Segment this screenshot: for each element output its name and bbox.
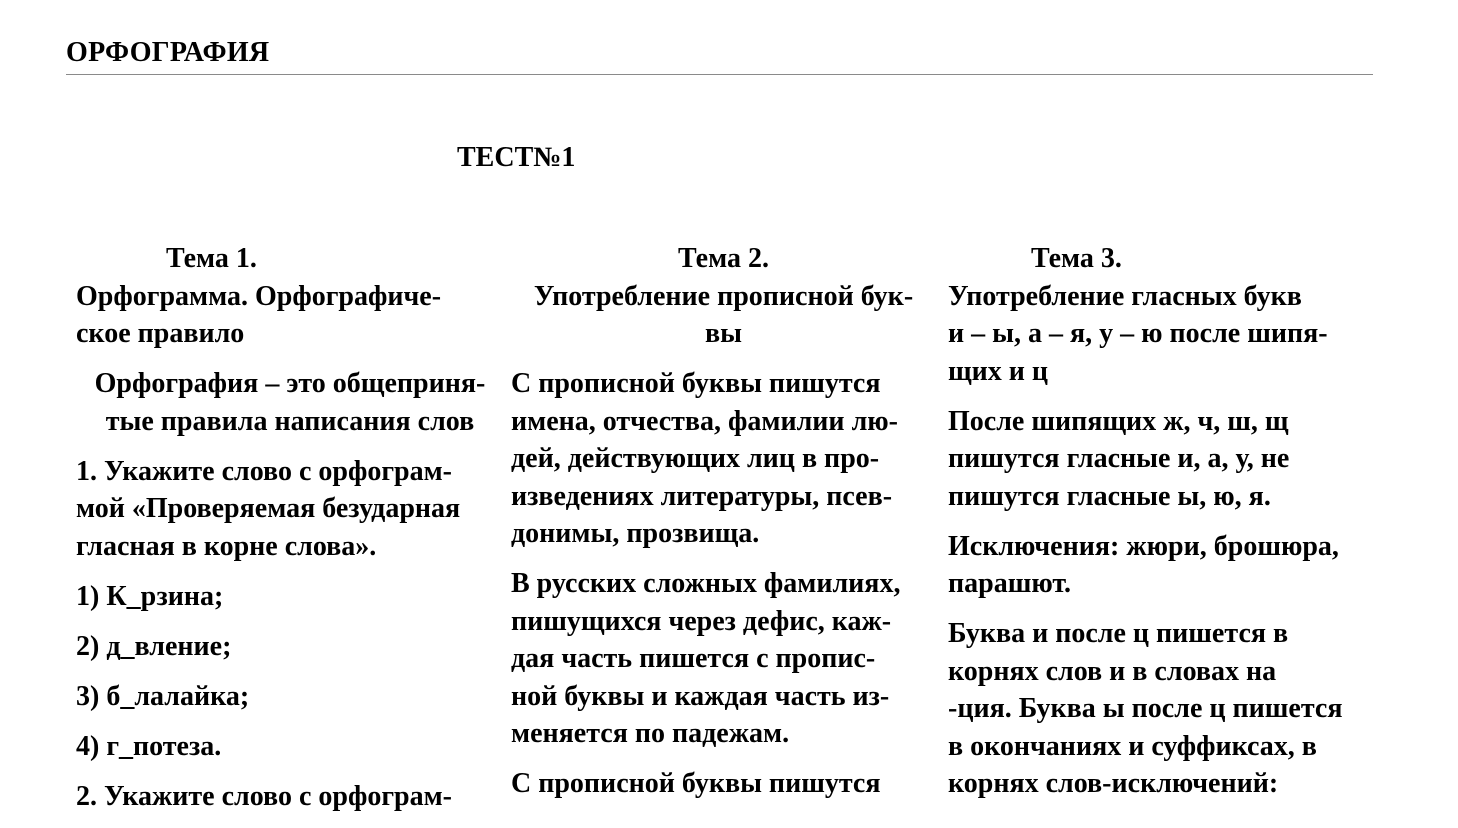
- rule-paragraph: [511, 565, 936, 753]
- text-line: парашют.: [948, 568, 1072, 599]
- text-line: -ция. Буква ы после ц пишется: [948, 693, 1343, 724]
- question-paragraph: [76, 778, 501, 816]
- answer-option: [76, 578, 501, 616]
- text-line: донимы, прозвища.: [511, 518, 760, 549]
- rule-paragraph: [948, 528, 1378, 603]
- question-paragraph: [76, 453, 501, 566]
- rule-paragraph: [948, 615, 1378, 803]
- text-line: В русских сложных фамилиях,: [511, 568, 901, 599]
- text-line: корнях слов и в словах на: [948, 655, 1277, 687]
- text-line: тые правила написания слов: [105, 405, 475, 437]
- text-line: 2) д_вление;: [76, 630, 232, 662]
- rule-paragraph: [511, 365, 936, 553]
- text-line: ной буквы и каждая часть из-: [511, 680, 890, 712]
- text-line: гласная в корне слова».: [76, 530, 377, 562]
- text-line: имена, отчества, фамилии лю-: [511, 405, 898, 437]
- text-line: С прописной буквы пишутся: [511, 768, 881, 799]
- text-line: С прописной буквы пишутся: [511, 368, 881, 399]
- text-line: 4) г_потеза.: [76, 730, 222, 762]
- text-line: меняется по падежам.: [511, 718, 790, 749]
- answer-option: [76, 628, 501, 666]
- theme-name-line: Употребление гласных букв: [948, 280, 1302, 312]
- text-line: в окончаниях и суффиксах, в: [948, 730, 1317, 762]
- theme-heading: Тема 2.: [678, 243, 769, 274]
- theme-name-line: Употребление прописной бук-: [533, 280, 914, 312]
- text-line: Орфография – это общеприня-: [94, 368, 486, 399]
- theme-name-line: и – ы, а – я, у – ю после шипя-: [948, 318, 1328, 349]
- running-head: ОРФОГРАФИЯ: [66, 37, 270, 68]
- text-line: 3) б_лалайка;: [76, 680, 250, 712]
- theme-name-line: щих и ц: [948, 355, 1049, 387]
- theme-name: [948, 278, 1378, 391]
- rule-paragraph: [948, 403, 1378, 516]
- text-line: мой «Проверяемая безударная: [76, 493, 461, 524]
- theme-name: [511, 278, 936, 353]
- text-line: Исключения: жюри, брошюра,: [948, 530, 1339, 562]
- column-theme-3: [948, 240, 1378, 815]
- text-line: После шипящих ж, ч, ш, щ: [948, 405, 1289, 437]
- test-title: ТЕСТ№1: [457, 142, 576, 173]
- theme-name-line: ское правило: [76, 318, 245, 349]
- theme-heading: Тема 3.: [1031, 243, 1122, 274]
- text-line: дая часть пишется с пропис-: [511, 643, 876, 674]
- text-line: изведениях литературы, псев-: [511, 480, 893, 512]
- column-theme-1: [76, 240, 501, 828]
- rule-paragraph: [511, 765, 936, 803]
- text-line: 1) К_рзина;: [76, 580, 224, 612]
- text-line: корнях слов-исключений:: [948, 768, 1279, 799]
- text-line: пишутся гласные ы, ю, я.: [948, 480, 1271, 512]
- text-line: дей, действующих лиц в про-: [511, 443, 880, 474]
- column-theme-2: [511, 240, 936, 815]
- theme-name: [76, 278, 501, 353]
- text-line: пишущихся через дефис, каж-: [511, 605, 892, 637]
- header-rule: [66, 74, 1373, 75]
- text-line: 2. Укажите слово с орфограм-: [76, 780, 453, 812]
- definition-paragraph: [79, 365, 501, 440]
- theme-name-line: Орфограмма. Орфографиче-: [76, 280, 442, 312]
- text-line: Буква и после ц пишется в: [948, 618, 1289, 649]
- theme-name-line: вы: [705, 318, 742, 349]
- text-line: пишутся гласные и, а, у, не: [948, 443, 1290, 474]
- theme-heading: Тема 1.: [166, 243, 257, 274]
- answer-option: [76, 728, 501, 766]
- text-line: 1. Укажите слово с орфограм-: [76, 455, 453, 487]
- answer-option: [76, 678, 501, 716]
